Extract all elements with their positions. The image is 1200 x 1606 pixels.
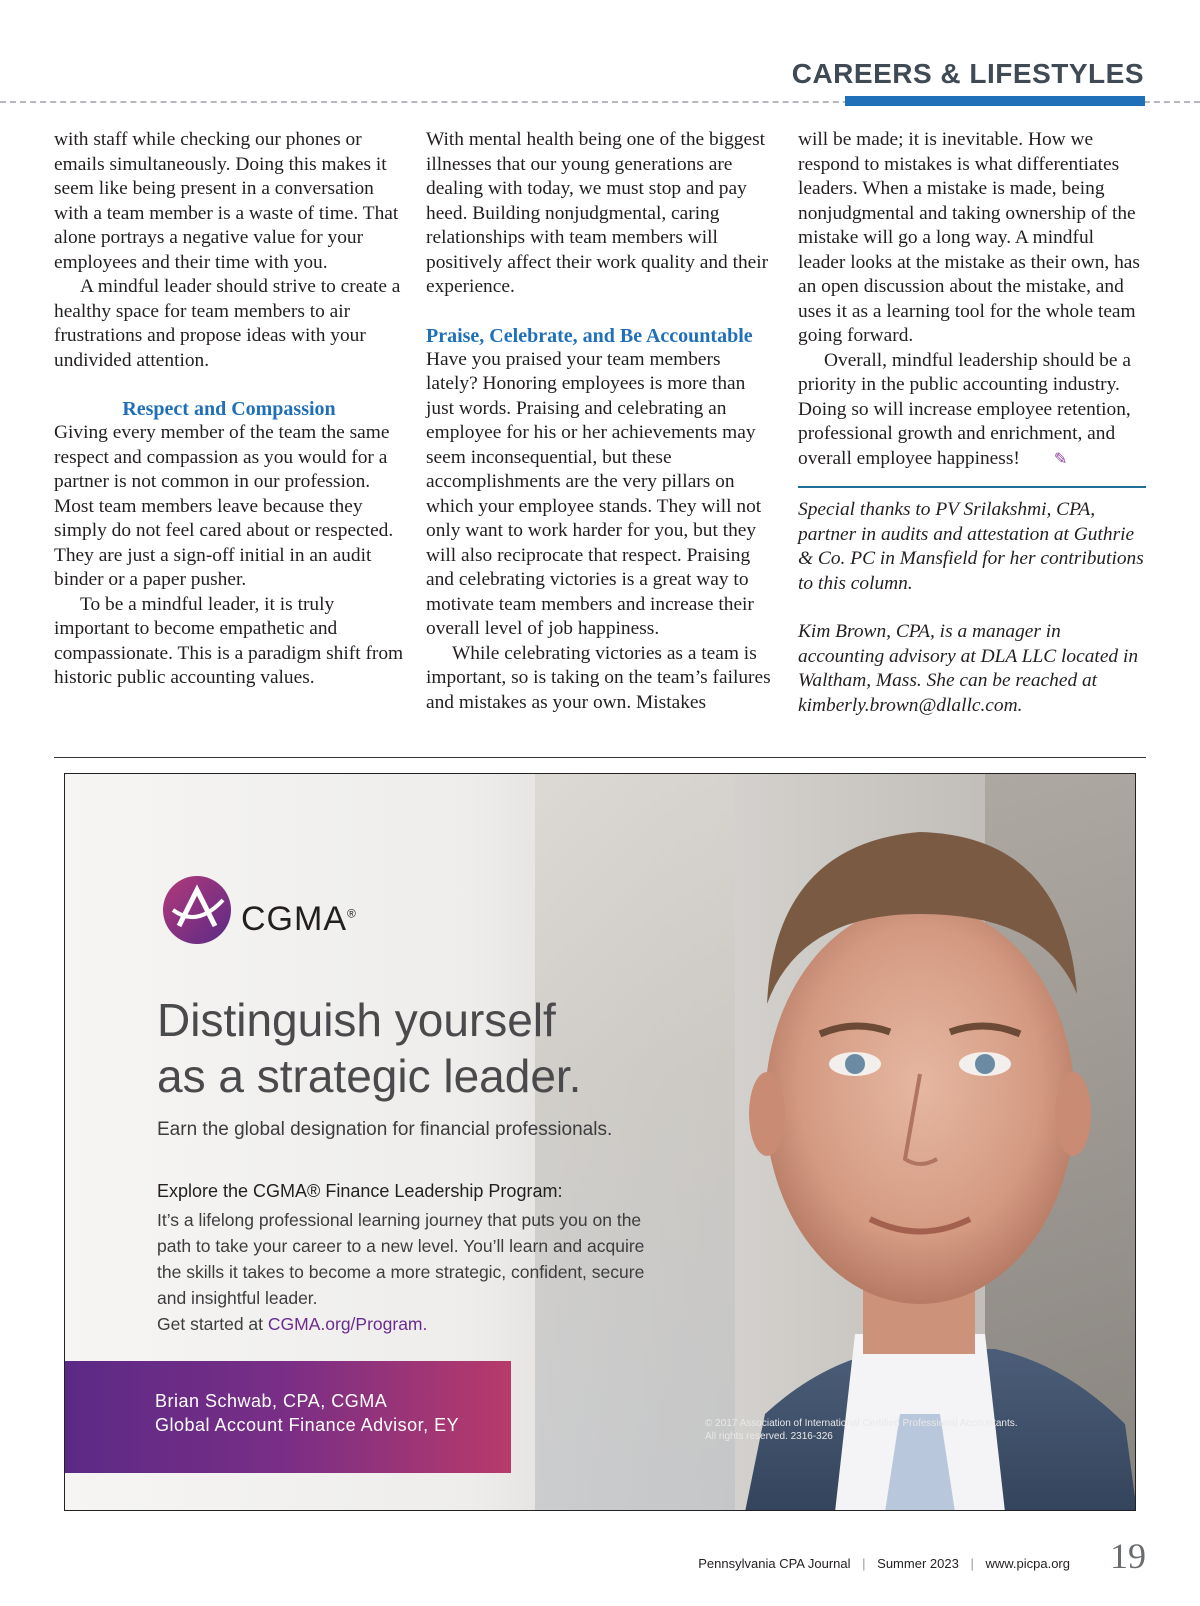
acknowledgement: Special thanks to PV Srilakshmi, CPA, partner in audits and attestation at Guthrie & Co. PC in Mansfield for her contributions to this column.: [798, 499, 1144, 594]
ad-headline: Distinguish yourself as a strategic leader.: [157, 994, 582, 1102]
paragraph: While celebrating victories as a team is important, so is taking on the team’s failures and mistakes as your own. Mistakes: [426, 642, 771, 713]
portrait-image: [705, 774, 1136, 1511]
website-link[interactable]: www.picpa.org: [985, 1556, 1070, 1571]
author-bio: Kim Brown, CPA, is a manager in accounting advisory at DLA LLC located in Waltham, Mass. She can be reached at kimberly.brown@dlallc.com.: [798, 621, 1139, 716]
ad-body: It’s a lifelong professional learning journey that puts you on the path to take your career to a new level. You’ll learn and acquire the skills it takes to become a more strategic, confident, secure and insightful leader. Get started at CGMA.org/Program.: [157, 1210, 645, 1334]
paragraph: will be made; it is inevitable. How we respond to mistakes is what differentiates leaders. When a mistake is made, being nonjudgmental and taking ownership of the mistake will go a long way. A mindful leader looks at the mistake as their own, has an open discussion about the mistake, and uses it as a learning tool for the whole team going forward.: [798, 129, 1140, 346]
subheading-praise: Praise, Celebrate, and Be Accountable: [426, 324, 753, 347]
cgma-advertisement[interactable]: [64, 773, 1136, 1511]
issue-date: Summer 2023: [877, 1556, 959, 1571]
article-column-3: [798, 128, 1146, 718]
header-accent-bar: [845, 96, 1145, 106]
cgma-emblem-icon: [157, 870, 237, 950]
paragraph: [798, 349, 1146, 473]
ad-copyright: © 2017 Association of International Certified Professional Accountants. All rights reserved. 2316-326: [705, 1418, 1018, 1442]
cgma-program-link[interactable]: CGMA.org/Program.: [267, 1314, 428, 1334]
end-mark-icon: ✎: [1053, 450, 1068, 468]
section-title: CAREERS & LIFESTYLES: [791, 58, 1144, 89]
page-footer: Pennsylvania CPA Journal | Summer 2023 | www.picpa.org: [698, 1556, 1070, 1571]
article-column-1: [54, 128, 404, 691]
content-divider: [54, 757, 1146, 758]
paragraph: With mental health being one of the biggest illnesses that our young generations are dealing with today, we must stop and pay heed. Building nonjudgmental, caring relationships with team members will positively affect their work quality and their experience.: [426, 129, 769, 297]
cgma-wordmark: CGMA®: [241, 900, 357, 938]
paragraph: A mindful leader should strive to create a healthy space for team members to air frustrations and propose ideas with your undivided attention.: [54, 276, 401, 371]
subheading-respect: Respect and Compassion: [122, 398, 336, 420]
ad-program-title: Explore the CGMA® Finance Leadership Program:: [157, 1181, 563, 1201]
testimonial-banner: [65, 1361, 511, 1473]
cgma-logo: [157, 870, 457, 950]
paragraph: To be a mindful leader, it is truly important to become empathetic and compassionate. This is a paradigm shift from historic public accounting values.: [54, 593, 404, 688]
person-title: Global Account Finance Advisor, EY: [155, 1415, 460, 1435]
paragraph: Giving every member of the team the same respect and compassion as you would for a partner is not common in our profession. Most team members leave because they simply do not feel cared about or respected. They are just a sign-off initial in an audit binder or a paper pusher.: [54, 422, 394, 590]
ad-subheadline: Earn the global designation for financial professionals.: [157, 1119, 613, 1140]
page-number: 19: [1110, 1536, 1146, 1576]
bio-divider: [798, 486, 1146, 488]
person-name: Brian Schwab, CPA, CGMA: [155, 1391, 388, 1411]
closing-text: Overall, mindful leadership should be a priority in the public accounting industry. Doing so will increase employee retention, professional growth and enrichment, and overall employee happiness!: [798, 349, 1131, 469]
paragraph: Have you praised your team members lately? Honoring employees is more than just words. Praising and celebrating an employee for his or her achievements may seem inconsequential, but these accomplishments are the very pillars on which your employee stands. They will not only want to work harder for you, but they will also reciprocate that respect. Praising and celebrating victories is a great way to motivate team members and increase their overall level of job happiness.: [426, 348, 762, 639]
paragraph: with staff while checking our phones or emails simultaneously. Doing this makes it seem like being present in a conversation with a team member is a waste of time. That alone portrays a negative value for your employees and their time with you.: [54, 129, 399, 273]
article-column-2: [426, 128, 776, 715]
journal-name: Pennsylvania CPA Journal: [698, 1556, 851, 1571]
